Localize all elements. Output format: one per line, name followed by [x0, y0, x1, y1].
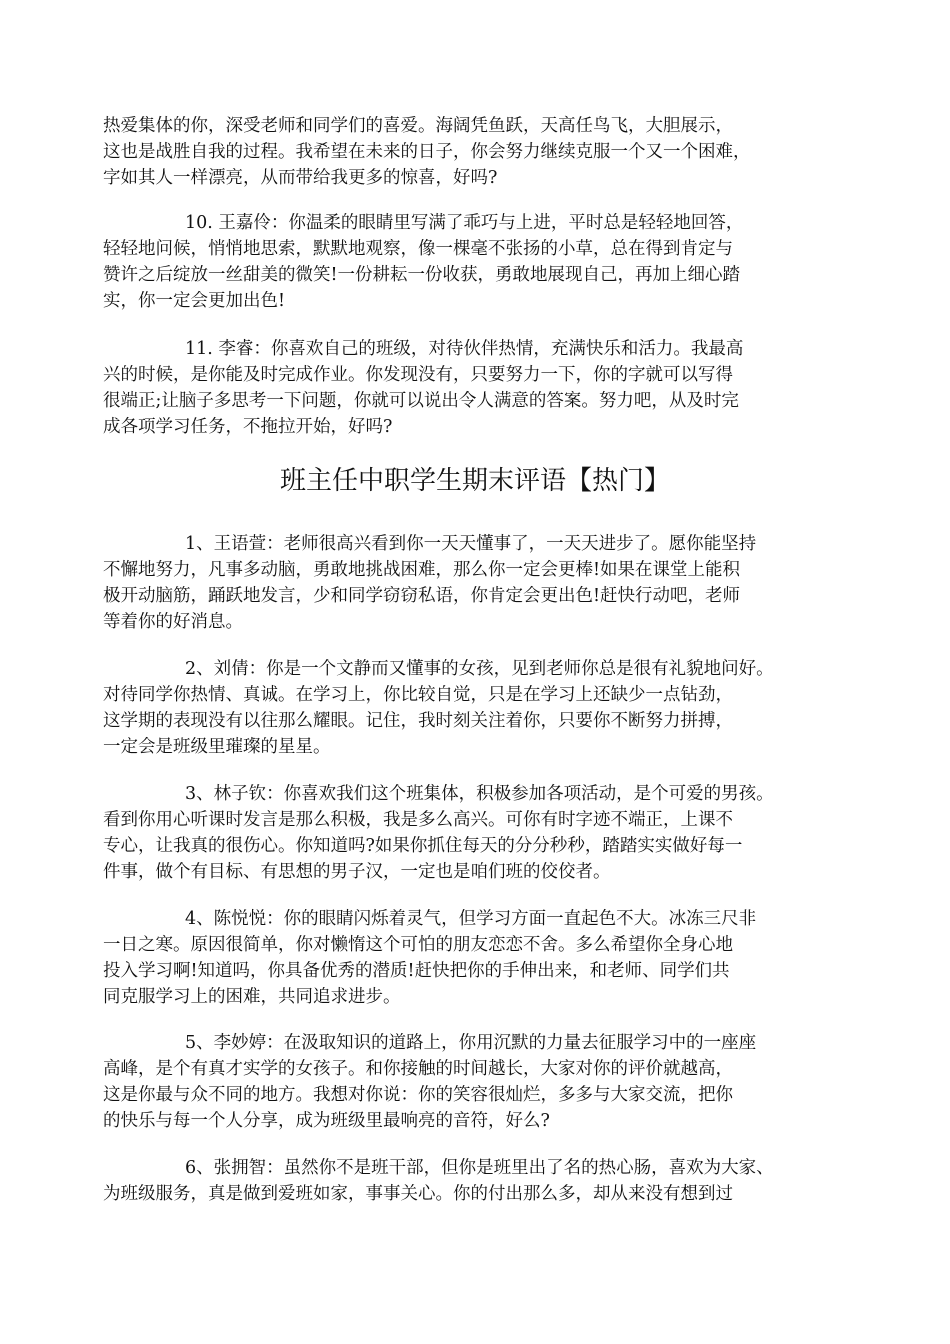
text-line: 3、林子钦：你喜欢我们这个班集体，积极参加各项活动，是个可爱的男孩。	[185, 784, 774, 804]
paragraph-6	[103, 1155, 863, 1207]
text-line: 这学期的表现没有以往那么耀眼。记住，我时刻关注着你，只要你不断努力拼搏，	[103, 711, 733, 731]
text-line: 不懈地努力，凡事多动脑，勇敢地挑战困难，那么你一定会更棒!如果在课堂上能积	[103, 560, 741, 580]
text-line: 成各项学习任务，不拖拉开始，好吗?	[103, 417, 393, 437]
text-line: 4、陈悦悦：你的眼睛闪烁着灵气，但学习方面一直起色不大。冰冻三尺非	[185, 909, 757, 929]
text-line: 极开动脑筋，踊跃地发言，少和同学窃窃私语，你肯定会更出色!赶快行动吧，老师	[103, 586, 741, 606]
text-line: 字如其人一样漂亮，从而带给我更多的惊喜，好吗?	[103, 168, 498, 188]
text-line: 很端正;让脑子多思考一下问题，你就可以说出令人满意的答案。努力吧，从及时完	[103, 391, 739, 411]
text-line: 同克服学习上的困难，共同追求进步。	[103, 987, 401, 1007]
text-line: 10. 王嘉伶：你温柔的眼睛里写满了乖巧与上进，平时总是轻轻地回答，	[185, 213, 744, 233]
text-line: 等着你的好消息。	[103, 612, 243, 632]
text-line: 赞许之后绽放一丝甜美的微笑!一份耕耘一份收获，勇敢地展现自己，再加上细心踏	[103, 265, 741, 285]
text-line: 11. 李睿：你喜欢自己的班级，对待伙伴热情，充满快乐和活力。我最高	[185, 339, 744, 359]
text-line: 高峰，是个有真才实学的女孩子。和你接触的时间越长，大家对你的评价就越高，	[103, 1059, 733, 1079]
text-line: 的快乐与每一个人分享，成为班级里最响亮的音符，好么?	[103, 1111, 550, 1131]
text-line: 实，你一定会更加出色!	[103, 291, 286, 311]
text-line: 为班级服务，真是做到爱班如家，事事关心。你的付出那么多，却从来没有想到过	[103, 1184, 733, 1204]
text-line: 这也是战胜自我的过程。我希望在未来的日子，你会努力继续克服一个又一个困难，	[103, 142, 751, 162]
text-line: 对待同学你热情、真诚。在学习上，你比较自觉，只是在学习上还缺少一点钻劲，	[103, 685, 733, 705]
paragraph-2	[103, 656, 863, 760]
text-line: 1、王语萱：老师很高兴看到你一天天懂事了，一天天进步了。愿你能坚持	[185, 534, 757, 554]
text-line: 这是你最与众不同的地方。我想对你说：你的笑容很灿烂，多多与大家交流，把你	[103, 1085, 733, 1105]
text-line: 6、张拥智：虽然你不是班干部，但你是班里出了名的热心肠，喜欢为大家、	[185, 1158, 774, 1178]
paragraph-5	[103, 1030, 863, 1134]
paragraph-10	[103, 210, 863, 314]
text-line: 投入学习啊!知道吗，你具备优秀的潜质!赶快把你的手伸出来，和老师、同学们共	[103, 961, 730, 981]
text-line: 一定会是班级里璀璨的星星。	[103, 737, 331, 757]
paragraph-1	[103, 531, 863, 635]
text-line: 热爱集体的你，深受老师和同学们的喜爱。海阔凭鱼跃，天高任鸟飞，大胆展示，	[103, 116, 733, 136]
text-line: 兴的时候，是你能及时完成作业。你发现没有，只要努力一下，你的字就可以写得	[103, 365, 733, 385]
section-heading: 班主任中职学生期末评语【热门】	[279, 466, 670, 496]
text-line: 轻轻地问候，悄悄地思索，默默地观察，像一棵毫不张扬的小草，总在得到肯定与	[103, 239, 733, 259]
paragraph-4	[103, 906, 863, 1010]
paragraph-11	[103, 336, 863, 440]
text-line: 5、李妙婷：在汲取知识的道路上，你用沉默的力量去征服学习中的一座座	[185, 1033, 757, 1053]
text-line: 专心，让我真的很伤心。你知道吗?如果你抓住每天的分分秒秒，踏踏实实做好每一	[103, 836, 743, 856]
text-line: 看到你用心听课时发言是那么积极，我是多么高兴。可你有时字迹不端正，上课不	[103, 810, 733, 830]
text-line: 一日之寒。原因很简单，你对懒惰这个可怕的朋友恋恋不舍。多么希望你全身心地	[103, 935, 733, 955]
text-line: 件事，做个有目标、有思想的男子汉，一定也是咱们班的佼佼者。	[103, 862, 611, 882]
text-line: 2、刘倩：你是一个文静而又懂事的女孩，见到老师你总是很有礼貌地问好。	[185, 659, 774, 679]
paragraph-continued	[103, 113, 863, 191]
paragraph-3	[103, 781, 863, 885]
